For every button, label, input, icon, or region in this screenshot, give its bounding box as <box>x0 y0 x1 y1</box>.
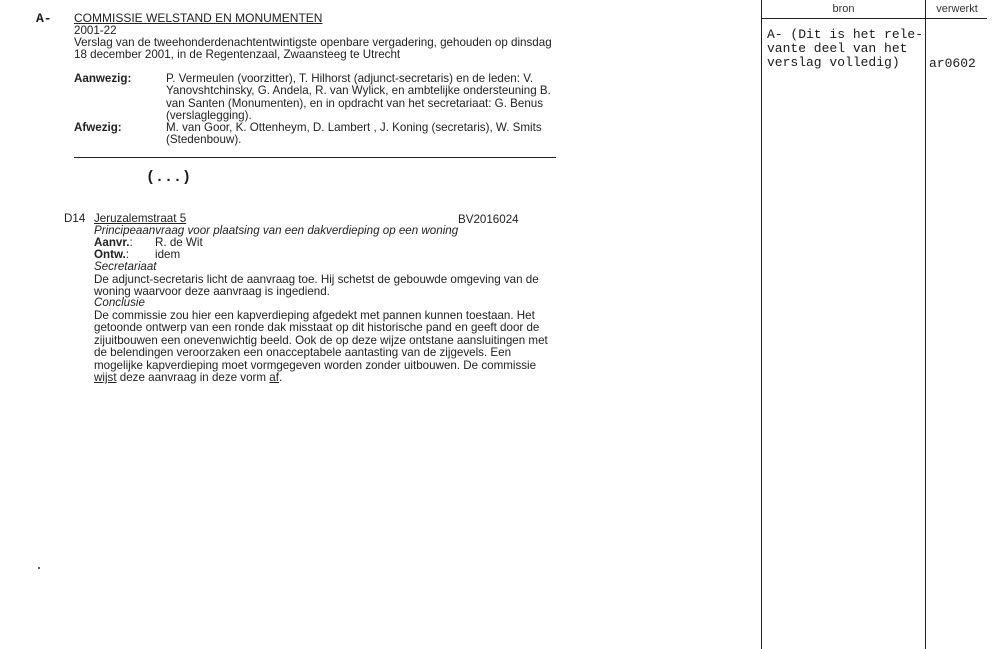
margin-note-line: vante deel van het <box>767 41 908 56</box>
decision-mid-text: deze aanvraag in deze vorm <box>116 371 270 385</box>
decision-word-af: af <box>269 371 279 385</box>
margin-table-column-divider <box>925 0 926 649</box>
present-line: van Santen (Monumenten), en in opdracht van het secretariaat: G. Benus <box>166 96 544 110</box>
document-heading: COMMISSIE WELSTAND EN MONUMENTEN <box>74 11 323 25</box>
conclusion-line: getoonde ontwerp van een ronde dak misstaat op dit historische pand en geeft door de <box>94 321 540 335</box>
secretariat-heading: Secretariaat <box>94 260 157 273</box>
item-address: Jeruzalemstraat 5 <box>94 212 187 225</box>
margin-note-line: verslag volledig) <box>767 55 900 70</box>
absent-label: Afwezig: <box>74 121 122 134</box>
column-header-verwerkt: verwerkt <box>936 3 978 15</box>
document-year: 2001-22 <box>74 24 117 37</box>
absent-line: (Stedenbouw). <box>166 133 242 147</box>
item-case-number: BV2016024 <box>458 213 519 226</box>
conclusion-line: mogelijke kapverdieping moet vormgegeven worden zonder uitbouwen. De commissie <box>94 358 537 372</box>
present-line: (verslaglegging). <box>166 109 252 123</box>
omission-ellipsis: (...) <box>146 169 192 186</box>
margin-note-line: A- (Dit is het rele- <box>767 27 924 42</box>
margin-note <box>767 28 923 70</box>
margin-marker: A- <box>36 11 52 26</box>
present-label: Aanwezig: <box>74 72 132 85</box>
intro-line-2: 18 december 2001, in de Regentenzaal, Zwaansteeg te Utrecht <box>74 48 401 61</box>
present-line: Yanovshtchinsky, G. Andela, R. van Wylick, en ambtelijke ondersteuning B. <box>166 84 551 98</box>
conclusion-final-line <box>94 372 548 384</box>
column-header-bron: bron <box>832 3 855 15</box>
conclusion-heading: Conclusie <box>94 296 145 309</box>
applicant-label: Aanvr. <box>94 236 130 249</box>
conclusion-line: de belendingen veroorzaken een onacceptabele aantasting van de zijgevels. Een <box>94 346 512 360</box>
absent-list <box>166 122 542 147</box>
conclusion-line: De commissie zou hier een kapverdieping afgedekt met pannen kunnen toestaan. Het <box>94 309 535 322</box>
applicant-sep: : <box>129 236 133 249</box>
present-list <box>166 73 551 123</box>
conclusion-text <box>94 310 548 384</box>
present-line: P. Vermeulen (voorzitter), T. Hilhorst (adjunct-secretaris) en de leden: V. <box>166 72 534 85</box>
absent-line: M. van Goor, K. Ottenheym, D. Lambert , J. Koning (secretaris), W. Smits <box>166 121 542 134</box>
margin-table-left-border <box>761 0 762 649</box>
secretariat-line: woning waarvoor deze aanvraag is ingediend. <box>94 285 330 299</box>
designer-label: Ontw. <box>94 248 126 261</box>
designer-name: idem <box>155 248 181 261</box>
secretariat-line: De adjunct-secretaris licht de aanvraag toe. Hij schetst de gebouwde omgeving van de <box>94 273 539 286</box>
decision-end: . <box>278 371 283 385</box>
archive-code: ar0602 <box>929 56 976 71</box>
item-subject: Principeaanvraag voor plaatsing van een dakverdieping op een woning <box>94 224 459 237</box>
conclusion-line: zijuitbouwen een onevenwichtig beeld. Ook de op deze wijze ontstane aansluitingen met <box>94 333 548 347</box>
item-number: D14 <box>64 212 86 225</box>
designer-sep: : <box>125 248 130 261</box>
decision-word-wijst: wijst <box>94 371 117 385</box>
section-divider <box>74 157 556 158</box>
applicant-name: R. de Wit <box>155 236 203 249</box>
secretariat-text <box>94 274 539 299</box>
scan-speck <box>38 567 40 569</box>
intro-line-1: Verslag van de tweehonderdenachtentwintigste openbare vergadering, gehouden op dinsdag <box>74 36 552 49</box>
margin-table-header-rule <box>761 18 987 19</box>
